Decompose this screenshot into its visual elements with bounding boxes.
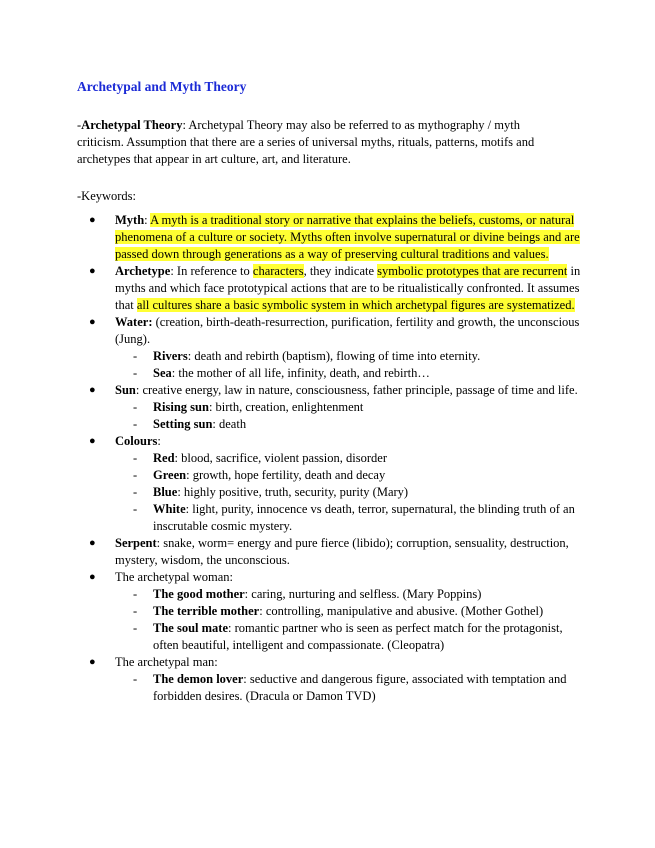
dash-icon: - [133,400,138,414]
sublist-item [115,501,582,535]
list-item-archetype [77,263,582,314]
sub-text: : death and rebirth (baptism), flowing of time into eternity. [187,349,481,363]
dash-icon: - [133,672,138,686]
sub-term: Setting sun [153,417,213,431]
archetype-highlight-1: characters [252,264,304,278]
archetype-text-2: , they indicate [303,264,378,278]
keywords-label: -Keywords: [77,189,137,203]
dash-icon: - [133,451,138,465]
colours-sublist [115,450,582,535]
list-item-woman [77,569,582,654]
sub-text: : birth, creation, enlightenment [208,400,364,414]
colours-text: : [157,434,161,448]
sub-text: : blood, sacrifice, violent passion, disorder [174,451,387,465]
sub-term: The good mother [153,587,245,601]
sub-text: : highly positive, truth, security, purity (Mary) [177,485,409,499]
archetype-highlight-3: all cultures share a basic symbolic system in which archetypal figures are systematized. [136,298,575,312]
sublist-item [115,416,582,433]
dash-icon: - [133,349,138,363]
dash-icon: - [133,468,138,482]
intro-term: Archetypal Theory [81,118,183,132]
archetype-highlight-2: symbolic prototypes that are recurrent [377,264,568,278]
list-item-sun [77,382,582,433]
sub-text: : light, purity, innocence vs death, terror, supernatural, the blinding truth of an inscrutable cosmic mystery. [153,502,575,533]
man-text: The archetypal man: [115,655,218,669]
sub-term: Red [153,451,175,465]
dash-icon: - [133,587,138,601]
archetype-term: Archetype [115,264,171,278]
bullet-icon: ● [89,537,96,549]
list-item-myth [77,212,582,263]
sub-term: Rivers [153,349,188,363]
dash-icon: - [133,485,138,499]
list-item-man [77,654,582,705]
sub-term: Rising sun [153,400,209,414]
sublist-item [115,620,582,654]
archetype-text-3: in myths and which face prototypical actions that are to be ritualistically confronted. It assumes that [115,264,581,312]
sub-text: : seductive and dangerous figure, associated with temptation and forbidden desires. (Dracula or Damon TVD) [153,672,567,703]
sublist-item [115,450,582,467]
water-term: Water: [115,315,153,329]
sub-text: : caring, nurturing and selfless. (Mary Poppins) [244,587,482,601]
dash-icon: - [133,604,138,618]
intro-paragraph [77,117,555,168]
sublist-item [115,484,582,501]
sun-sublist [115,399,582,433]
sublist-item [115,603,582,620]
sub-text: : the mother of all life, infinity, death, and rebirth… [171,366,430,380]
sub-text: : growth, hope fertility, death and decay [186,468,386,482]
bullet-icon: ● [89,571,96,583]
keyword-list [77,212,582,705]
bullet-icon: ● [89,214,96,226]
sun-term: Sun [115,383,136,397]
sub-text: : death [212,417,247,431]
sublist-item [115,467,582,484]
sub-term: Blue [153,485,178,499]
sublist-item [115,399,582,416]
list-item-serpent [77,535,582,569]
bullet-icon: ● [89,656,96,668]
page-title: Archetypal and Myth Theory [77,79,247,94]
sun-text: : creative energy, law in nature, consciousness, father principle, passage of time and life. [135,383,578,397]
woman-text: The archetypal woman: [115,570,234,584]
sub-text: : controlling, manipulative and abusive. (Mother Gothel) [259,604,544,618]
sub-term: The terrible mother [153,604,260,618]
list-item-colours [77,433,582,535]
man-sublist [115,671,582,705]
sub-term: White [153,502,186,516]
archetype-text-1: : In reference to [170,264,253,278]
sublist-item [115,365,582,382]
sub-term: The demon lover [153,672,244,686]
list-item-water [77,314,582,382]
bullet-icon: ● [89,316,96,328]
myth-colon: : [144,213,151,227]
bullet-icon: ● [89,384,96,396]
sub-term: Sea [153,366,172,380]
sub-text: : romantic partner who is seen as perfect match for the protagonist, often beautiful, intelligent and compassionate. (Cleopatra) [153,621,563,652]
myth-term: Myth [115,213,145,227]
sublist-item [115,586,582,603]
bullet-icon: ● [89,265,96,277]
water-text: (creation, birth-death-resurrection, purification, fertility and growth, the unconscious (Jung). [115,315,580,346]
dash-icon: - [133,366,138,380]
sublist-item [115,671,582,705]
sub-term: Green [153,468,187,482]
sub-term: The soul mate [153,621,228,635]
intro-text: : Archetypal Theory may also be referred to as mythography / myth criticism. Assumption that there are a series of universal myths, rituals, patterns, motifs and archetypes that appear in art culture, art, and literature. [77,118,535,166]
intro-prefix: - [77,118,82,132]
serpent-text: : snake, worm= energy and pure fierce (libido); corruption, sensuality, destruction, mystery, wisdom, the unconscious. [115,536,569,567]
sublist-item [115,348,582,365]
colours-term: Colours [115,434,158,448]
woman-sublist [115,586,582,654]
dash-icon: - [133,417,138,431]
serpent-term: Serpent [115,536,157,550]
bullet-icon: ● [89,435,96,447]
dash-icon: - [133,621,138,635]
dash-icon: - [133,502,138,516]
water-sublist [115,348,582,382]
myth-highlight: A myth is a traditional story or narrative that explains the beliefs, customs, or natural phenomena of a culture or society. Myths often involve supernatural or divine beings and are passed down through generations as a way of preserving cultural traditions and values. [115,213,580,261]
